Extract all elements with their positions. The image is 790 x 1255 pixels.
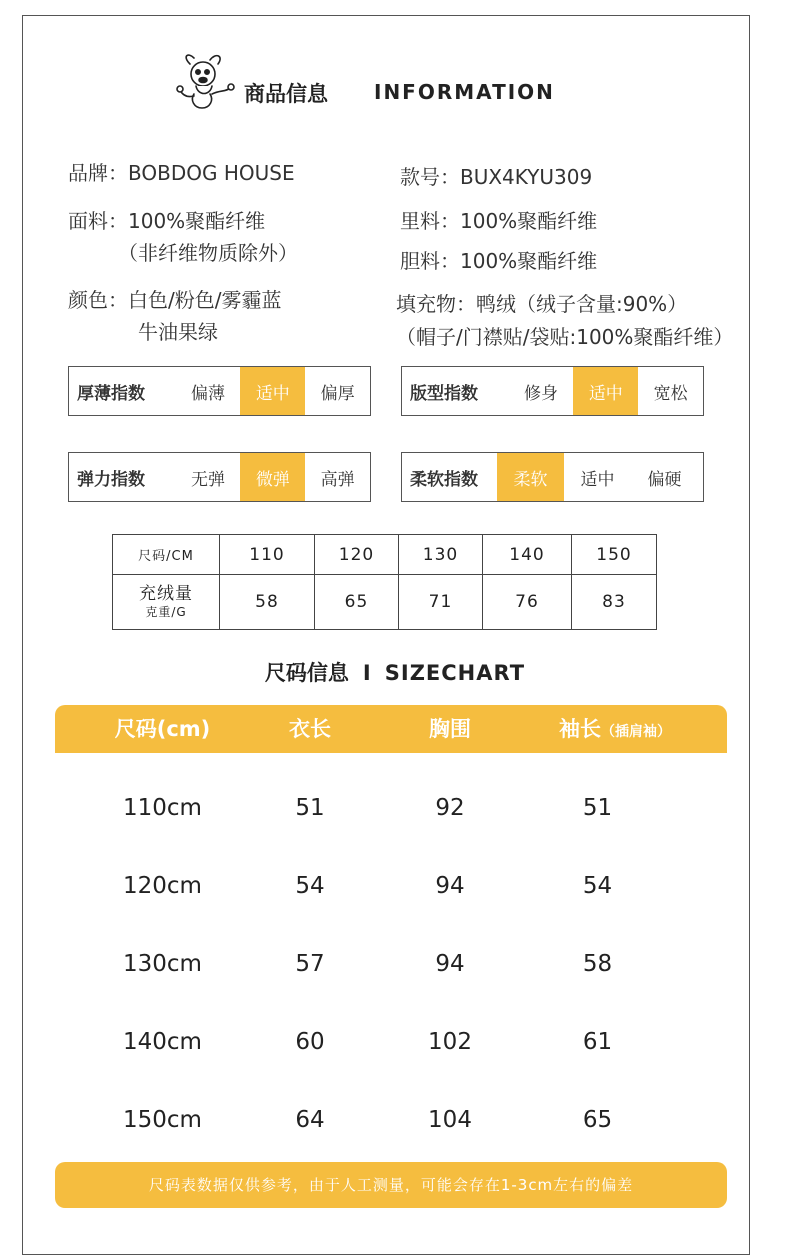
softness-index-label: 柔软指数: [410, 469, 478, 490]
elastic-index: [68, 452, 371, 502]
fill-label-text: 充绒量: [139, 584, 193, 604]
thickness-option: 偏薄: [191, 383, 226, 404]
row-length: 64: [295, 1107, 325, 1133]
fill-unit-text: 克重/G: [145, 605, 187, 619]
fill-table-value-cell: 76: [483, 575, 572, 630]
color-info-2: 牛油果绿: [138, 320, 218, 344]
row-sleeve: 58: [582, 951, 613, 977]
header-length: 衣长: [289, 717, 331, 741]
inner-info: 胆料：100%聚酯纤维: [400, 249, 598, 273]
row-length: 60: [295, 1029, 325, 1055]
fabric-note: （非纤维物质除外）: [118, 241, 298, 265]
fill-table-value-cell: 71: [399, 575, 483, 630]
header-size: 尺码(cm): [114, 717, 211, 741]
row-sleeve: 51: [582, 795, 613, 821]
fill-table-fill-label: [113, 575, 220, 630]
thickness-index-label: 厚薄指数: [77, 383, 145, 404]
fill-table-value-cell: 58: [220, 575, 315, 630]
fill-table-value-cell: 83: [572, 575, 657, 630]
row-chest: 104: [428, 1107, 472, 1133]
row-size: 110cm: [123, 795, 202, 821]
sizechart-row: [55, 1092, 727, 1170]
sizechart-title-separator: I: [362, 661, 371, 685]
softness-option-selected: 柔软: [497, 453, 564, 501]
row-sleeve: 54: [582, 873, 613, 899]
row-chest: 94: [435, 951, 465, 977]
fit-index-label: 版型指数: [410, 383, 478, 404]
elastic-option: 无弹: [191, 469, 226, 490]
fill-table-size-cell: 110: [220, 535, 315, 575]
header-title-cn: 商品信息: [244, 82, 328, 106]
thickness-index: [68, 366, 371, 416]
row-length: 54: [295, 873, 325, 899]
sizechart-title: [0, 657, 790, 687]
brand-info: 品牌：BOBDOG HOUSE: [68, 161, 295, 185]
fit-option-selected: 适中: [573, 367, 638, 415]
header-sleeve-note: （插肩袖）: [601, 724, 671, 740]
fit-option: 宽松: [653, 383, 688, 404]
color-info: 颜色：白色/粉色/雾霾蓝: [68, 288, 282, 312]
elastic-option-selected: 微弹: [240, 453, 305, 501]
sizechart-row: [55, 780, 727, 858]
fill-table-size-cell: 120: [315, 535, 399, 575]
header-sleeve: [535, 705, 695, 756]
row-chest: 94: [435, 873, 465, 899]
row-size: 150cm: [123, 1107, 202, 1133]
row-chest: 102: [428, 1029, 472, 1055]
thickness-option: 偏厚: [320, 383, 355, 404]
row-size: 140cm: [123, 1029, 202, 1055]
fill-table-weight-row: [113, 575, 657, 630]
fill-table-size-cell: 140: [483, 535, 572, 575]
fit-option: 修身: [524, 383, 559, 404]
softness-option: 偏硬: [647, 469, 682, 490]
fill-table-size-cell: 150: [572, 535, 657, 575]
measurement-note: 尺码表数据仅供参考，由于人工测量，可能会存在1-3cm左右的偏差: [55, 1162, 727, 1208]
row-sleeve: 65: [582, 1107, 613, 1133]
softness-option: 适中: [580, 469, 615, 490]
row-size: 120cm: [123, 873, 202, 899]
row-chest: 92: [435, 795, 465, 821]
header-title-en: INFORMATION: [374, 80, 555, 104]
sizechart-row: [55, 1014, 727, 1092]
header-chest: 胸围: [429, 717, 471, 741]
elastic-index-label: 弹力指数: [77, 469, 145, 490]
sizechart-title-en: SIZECHART: [384, 661, 526, 685]
fill-table-size-cell: 130: [399, 535, 483, 575]
fill-table-size-label: 尺码/CM: [113, 535, 220, 575]
filling-info: 填充物：鸭绒（绒子含量:90%）: [396, 292, 688, 316]
filling-note: （帽子/门襟贴/袋贴:100%聚酯纤维）: [396, 325, 734, 349]
lining-info: 里料：100%聚酯纤维: [400, 209, 598, 233]
fill-table-value-cell: 65: [315, 575, 399, 630]
fabric-info: 面料：100%聚酯纤维: [68, 209, 266, 233]
sizechart-header: [55, 705, 727, 753]
down-fill-table: [112, 534, 657, 630]
row-size: 130cm: [123, 951, 202, 977]
sizechart-title-cn: 尺码信息: [264, 661, 349, 685]
elastic-option: 高弹: [320, 469, 355, 490]
thickness-option-selected: 适中: [240, 367, 305, 415]
fit-index: [401, 366, 704, 416]
softness-index: [401, 452, 704, 502]
sizechart-row: [55, 858, 727, 936]
row-length: 57: [295, 951, 325, 977]
row-sleeve: 61: [582, 1029, 613, 1055]
row-length: 51: [295, 795, 325, 821]
header-sleeve-label: 袖长: [559, 717, 601, 741]
cartoon-dog-mascot-icon: [176, 50, 238, 112]
sizechart-row: [55, 936, 727, 1014]
style-number-info: 款号：BUX4KYU309: [400, 165, 593, 189]
fill-table-size-row: [113, 535, 657, 575]
